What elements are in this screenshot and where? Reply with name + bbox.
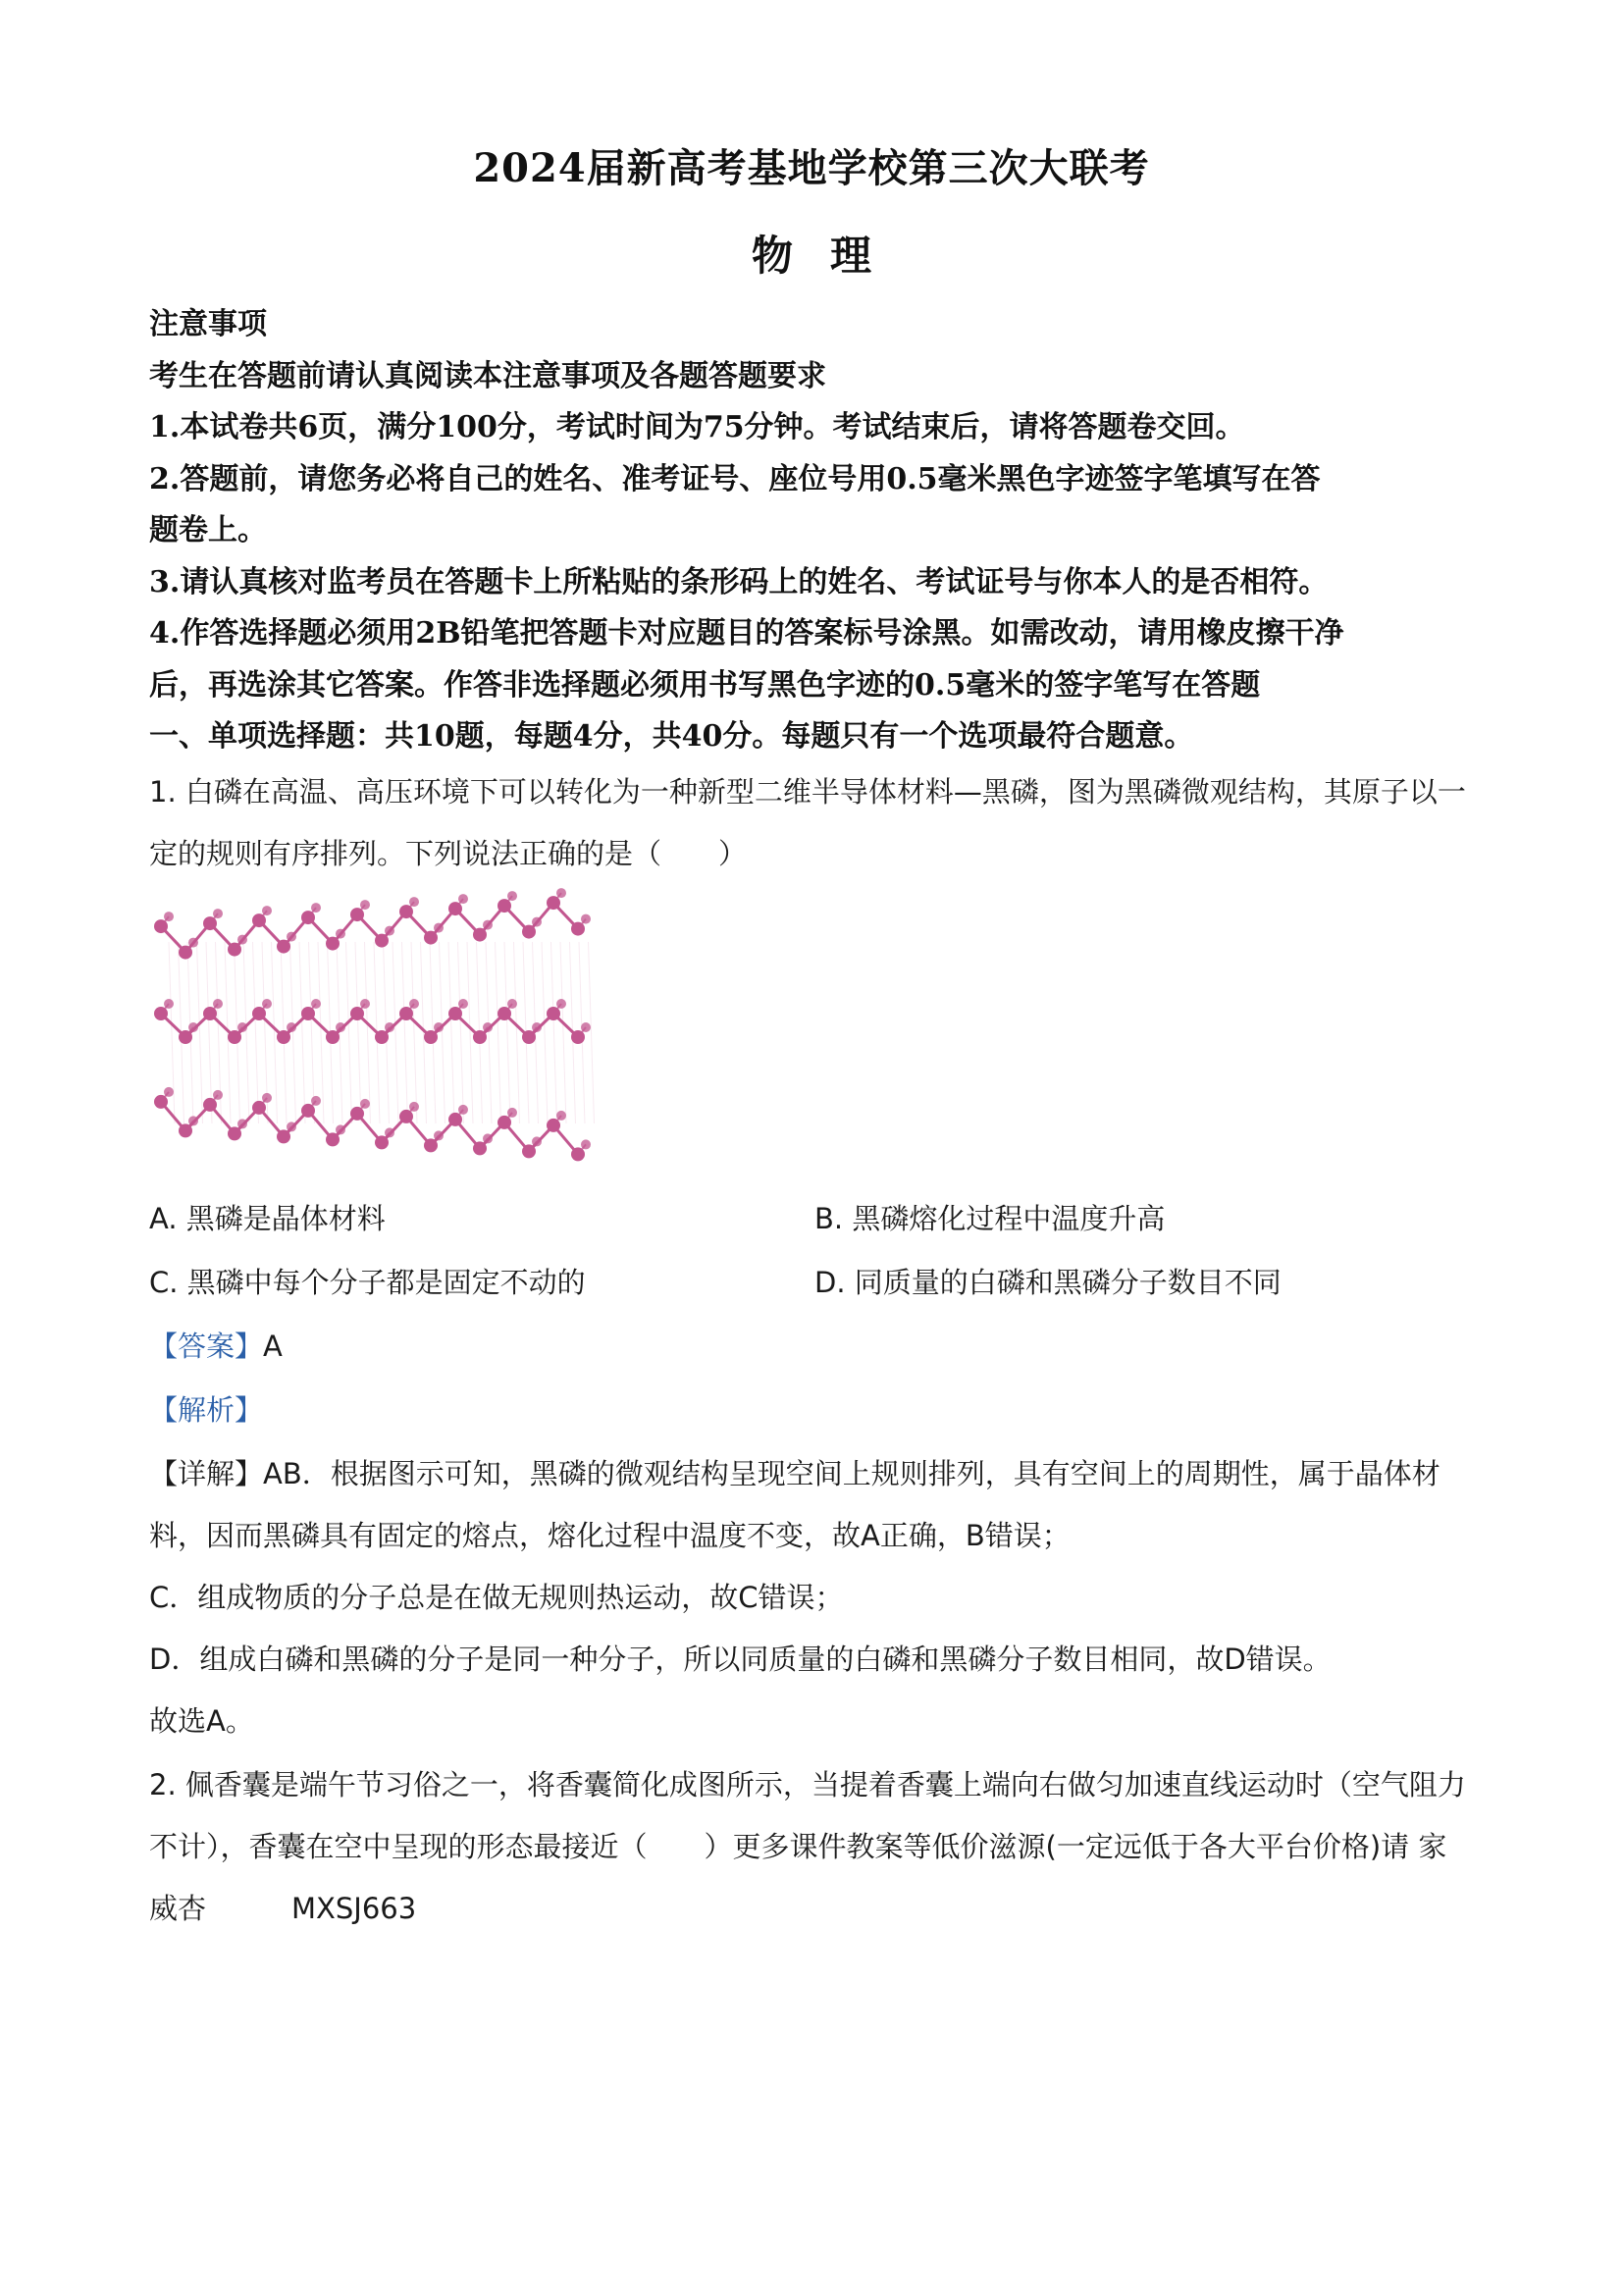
subject-title: 物理 [751, 232, 909, 280]
atom [473, 1030, 487, 1044]
atom [262, 999, 272, 1009]
atom [522, 1030, 536, 1044]
lattice-line [206, 942, 212, 1123]
atom [360, 1099, 370, 1109]
lattice-line [355, 942, 361, 1123]
atom [336, 1022, 345, 1032]
q1-answer [149, 1325, 283, 1365]
atom [287, 1122, 296, 1131]
lattice-line [504, 942, 510, 1123]
atom [581, 914, 591, 924]
atom [336, 929, 345, 939]
atom [375, 1030, 389, 1044]
atom [497, 899, 511, 913]
atom [571, 1030, 585, 1044]
notes-intro: 考生在答题前请认真阅读本注意事项及各题答题要求 [149, 359, 826, 393]
exam-title: 2024届新高考基地学校第三次大联考 [473, 145, 1150, 191]
atom [350, 908, 364, 921]
lattice-line [486, 942, 492, 1123]
lattice-line [346, 942, 352, 1123]
atom [385, 1022, 394, 1032]
atom [252, 1007, 266, 1020]
notes-item: 2.答题前，请您务必将自己的姓名、准考证号、座位号用0.5毫米黑色字迹签字笔填写在答 [149, 462, 1321, 496]
atom [311, 999, 321, 1009]
atom [532, 1022, 542, 1032]
q1-stem-line: 定的规则有序排列。下列说法正确的是（ ） [149, 837, 748, 870]
atom [483, 1022, 493, 1032]
atom [448, 1007, 462, 1020]
atom [277, 940, 290, 954]
atom [522, 1144, 536, 1158]
atom [385, 926, 394, 936]
atom [385, 1127, 394, 1137]
atom [448, 902, 462, 915]
atom [424, 1138, 438, 1152]
lattice-line [197, 942, 203, 1123]
lattice-line [272, 942, 278, 1123]
lattice-line [402, 942, 408, 1123]
lattice-line [411, 942, 417, 1123]
atom [262, 1093, 272, 1103]
q1-detail-line: 故选A。 [149, 1704, 254, 1738]
atom [556, 888, 566, 898]
atom [228, 1126, 241, 1140]
lattice-line [514, 942, 520, 1123]
atom [507, 999, 517, 1009]
atom [399, 905, 413, 918]
lattice-line [253, 942, 259, 1123]
atom [326, 937, 340, 951]
lattice-line [560, 942, 566, 1123]
atom [326, 1030, 340, 1044]
atom [556, 999, 566, 1009]
atom [154, 1007, 168, 1020]
atom [434, 1130, 444, 1140]
q1-option-d: D. 同质量的白磷和黑磷分子数目不同 [814, 1266, 1282, 1299]
lattice-line [551, 942, 557, 1123]
atom [228, 1030, 241, 1044]
atom [213, 909, 223, 918]
atom [448, 1113, 462, 1126]
atom [350, 1007, 364, 1020]
q1-detail-line: D．组成白磷和黑磷的分子是同一种分子，所以同质量的白磷和黑磷分子数目相同，故D错误。 [149, 1643, 1332, 1676]
notes-item: 后，再选涂其它答案。作答非选择题必须用书写黑色字迹的0.5毫米的签字笔写在答题 [149, 668, 1261, 703]
lattice-line [365, 942, 371, 1123]
atom [237, 1022, 247, 1032]
atom [458, 1105, 468, 1115]
lattice-line [393, 942, 398, 1123]
answer-value: A [263, 1330, 283, 1363]
atom [434, 1022, 444, 1032]
atom [507, 891, 517, 901]
atom [179, 946, 192, 960]
atom [203, 1007, 217, 1020]
lattice-line [290, 942, 296, 1123]
atom [350, 1107, 364, 1121]
q1-detail-line: C．组成物质的分子总是在做无规则热运动，故C错误； [149, 1581, 844, 1614]
atom [252, 1101, 266, 1115]
atom [483, 920, 493, 930]
lattice-line [458, 942, 464, 1123]
atom [179, 1030, 192, 1044]
atom [154, 1095, 168, 1109]
q1-option-c: C. 黑磷中每个分子都是固定不动的 [149, 1266, 586, 1299]
atom [547, 1119, 560, 1132]
atom [507, 1108, 517, 1118]
lattice-line [299, 942, 305, 1123]
atom [556, 1111, 566, 1121]
atom [483, 1133, 493, 1143]
notes-heading: 注意事项 [149, 307, 267, 341]
atom [547, 896, 560, 910]
section-heading: 一、单项选择题：共10题，每题4分，共40分。每题只有一个选项最符合题意。 [149, 719, 1194, 754]
atom [311, 903, 321, 913]
lattice-line [496, 942, 501, 1123]
molecule-layers [154, 888, 595, 1161]
atom [497, 1007, 511, 1020]
atom [237, 1119, 247, 1128]
q2-stem-line: 不计），香囊在空中呈现的形态最接近（ ）更多课件教案等低价滋源(一定远低于各大平台价格)请 家 [149, 1830, 1447, 1863]
lattice-line [318, 942, 324, 1123]
atom [228, 943, 241, 957]
notes-item: 1.本试卷共6页，满分100分，考试时间为75分钟。考试结束后，请将答题卷交回。 [149, 410, 1245, 444]
black-phosphorus-structure-figure [149, 888, 601, 1173]
atom [458, 999, 468, 1009]
atom [571, 1147, 585, 1161]
atom [399, 1007, 413, 1020]
atom [497, 1116, 511, 1129]
lattice-line [589, 942, 595, 1123]
atom [409, 999, 419, 1009]
atom [287, 1022, 296, 1032]
atom [434, 923, 444, 933]
atom [154, 919, 168, 933]
atom [287, 932, 296, 942]
atom [203, 916, 217, 930]
notes-item: 4.作答选择题必须用2B铅笔把答题卡对应题目的答案标号涂黑。如需改动，请用橡皮擦干净 [149, 616, 1344, 651]
atom [164, 1087, 174, 1097]
q1-detail-line: 【详解】AB．根据图示可知，黑磷的微观结构呈现空间上规则排列，具有空间上的周期性，属于晶体材 [149, 1457, 1440, 1490]
atom [571, 922, 585, 936]
lattice-line [542, 942, 548, 1123]
atom [581, 1139, 591, 1149]
atom [301, 1104, 315, 1118]
atom [424, 931, 438, 945]
atom [164, 912, 174, 921]
q1-option-b: B. 黑磷熔化过程中温度升高 [814, 1202, 1166, 1235]
lattice-line [467, 942, 473, 1123]
atom [409, 897, 419, 907]
atom [262, 906, 272, 915]
atom [522, 925, 536, 939]
q2-stem-line: 2. 佩香囊是端午节习俗之一，将香囊简化成图所示，当提着香囊上端向右做匀加速直线运动时（空气阻力 [149, 1768, 1466, 1801]
atom [164, 999, 174, 1009]
atom [277, 1030, 290, 1044]
atom [301, 911, 315, 924]
q2-stem-line: 威杏 MXSJ663 [149, 1892, 417, 1925]
q1-stem-line: 1. 白磷在高温、高压环境下可以转化为一种新型二维半导体材料—黑磷，图为黑磷微观结构，其原子以一 [149, 775, 1466, 809]
atom [547, 1007, 560, 1020]
atom [473, 1141, 487, 1155]
lattice-line [448, 942, 454, 1123]
atom [188, 1116, 198, 1125]
lattice-line [440, 942, 445, 1123]
atom [360, 900, 370, 910]
q1-detail-line: 料，因而黑磷具有固定的熔点，熔化过程中温度不变，故A正确，B错误； [149, 1519, 1071, 1552]
analysis-label: 【解析】 [149, 1393, 264, 1427]
atom [237, 935, 247, 945]
atom [213, 999, 223, 1009]
atom [424, 1030, 438, 1044]
lattice-line [243, 942, 249, 1123]
atom [188, 938, 198, 948]
atom [301, 1007, 315, 1020]
atom [311, 1096, 321, 1106]
atom [179, 1123, 192, 1137]
atom [473, 928, 487, 942]
atom [188, 1022, 198, 1032]
notes-item: 3.请认真核对监考员在答题卡上所粘贴的条形码上的姓名、考试证号与你本人的是否相符。 [149, 565, 1329, 600]
notes-item: 题卷上。 [149, 513, 267, 548]
atom [581, 1022, 591, 1032]
atom [277, 1129, 290, 1143]
atom [532, 917, 542, 927]
atom [399, 1110, 413, 1123]
atom [326, 1132, 340, 1146]
atom [336, 1124, 345, 1134]
q1-option-a: A. 黑磷是晶体材料 [149, 1202, 386, 1235]
atom [213, 1090, 223, 1100]
atom [409, 1102, 419, 1112]
atom [375, 934, 389, 948]
atom [203, 1098, 217, 1112]
atom [532, 1136, 542, 1146]
atom [375, 1135, 389, 1149]
atom [252, 913, 266, 927]
answer-label: 【答案】 [149, 1330, 264, 1363]
atom [360, 999, 370, 1009]
lattice-line [309, 942, 315, 1123]
atom [458, 894, 468, 904]
